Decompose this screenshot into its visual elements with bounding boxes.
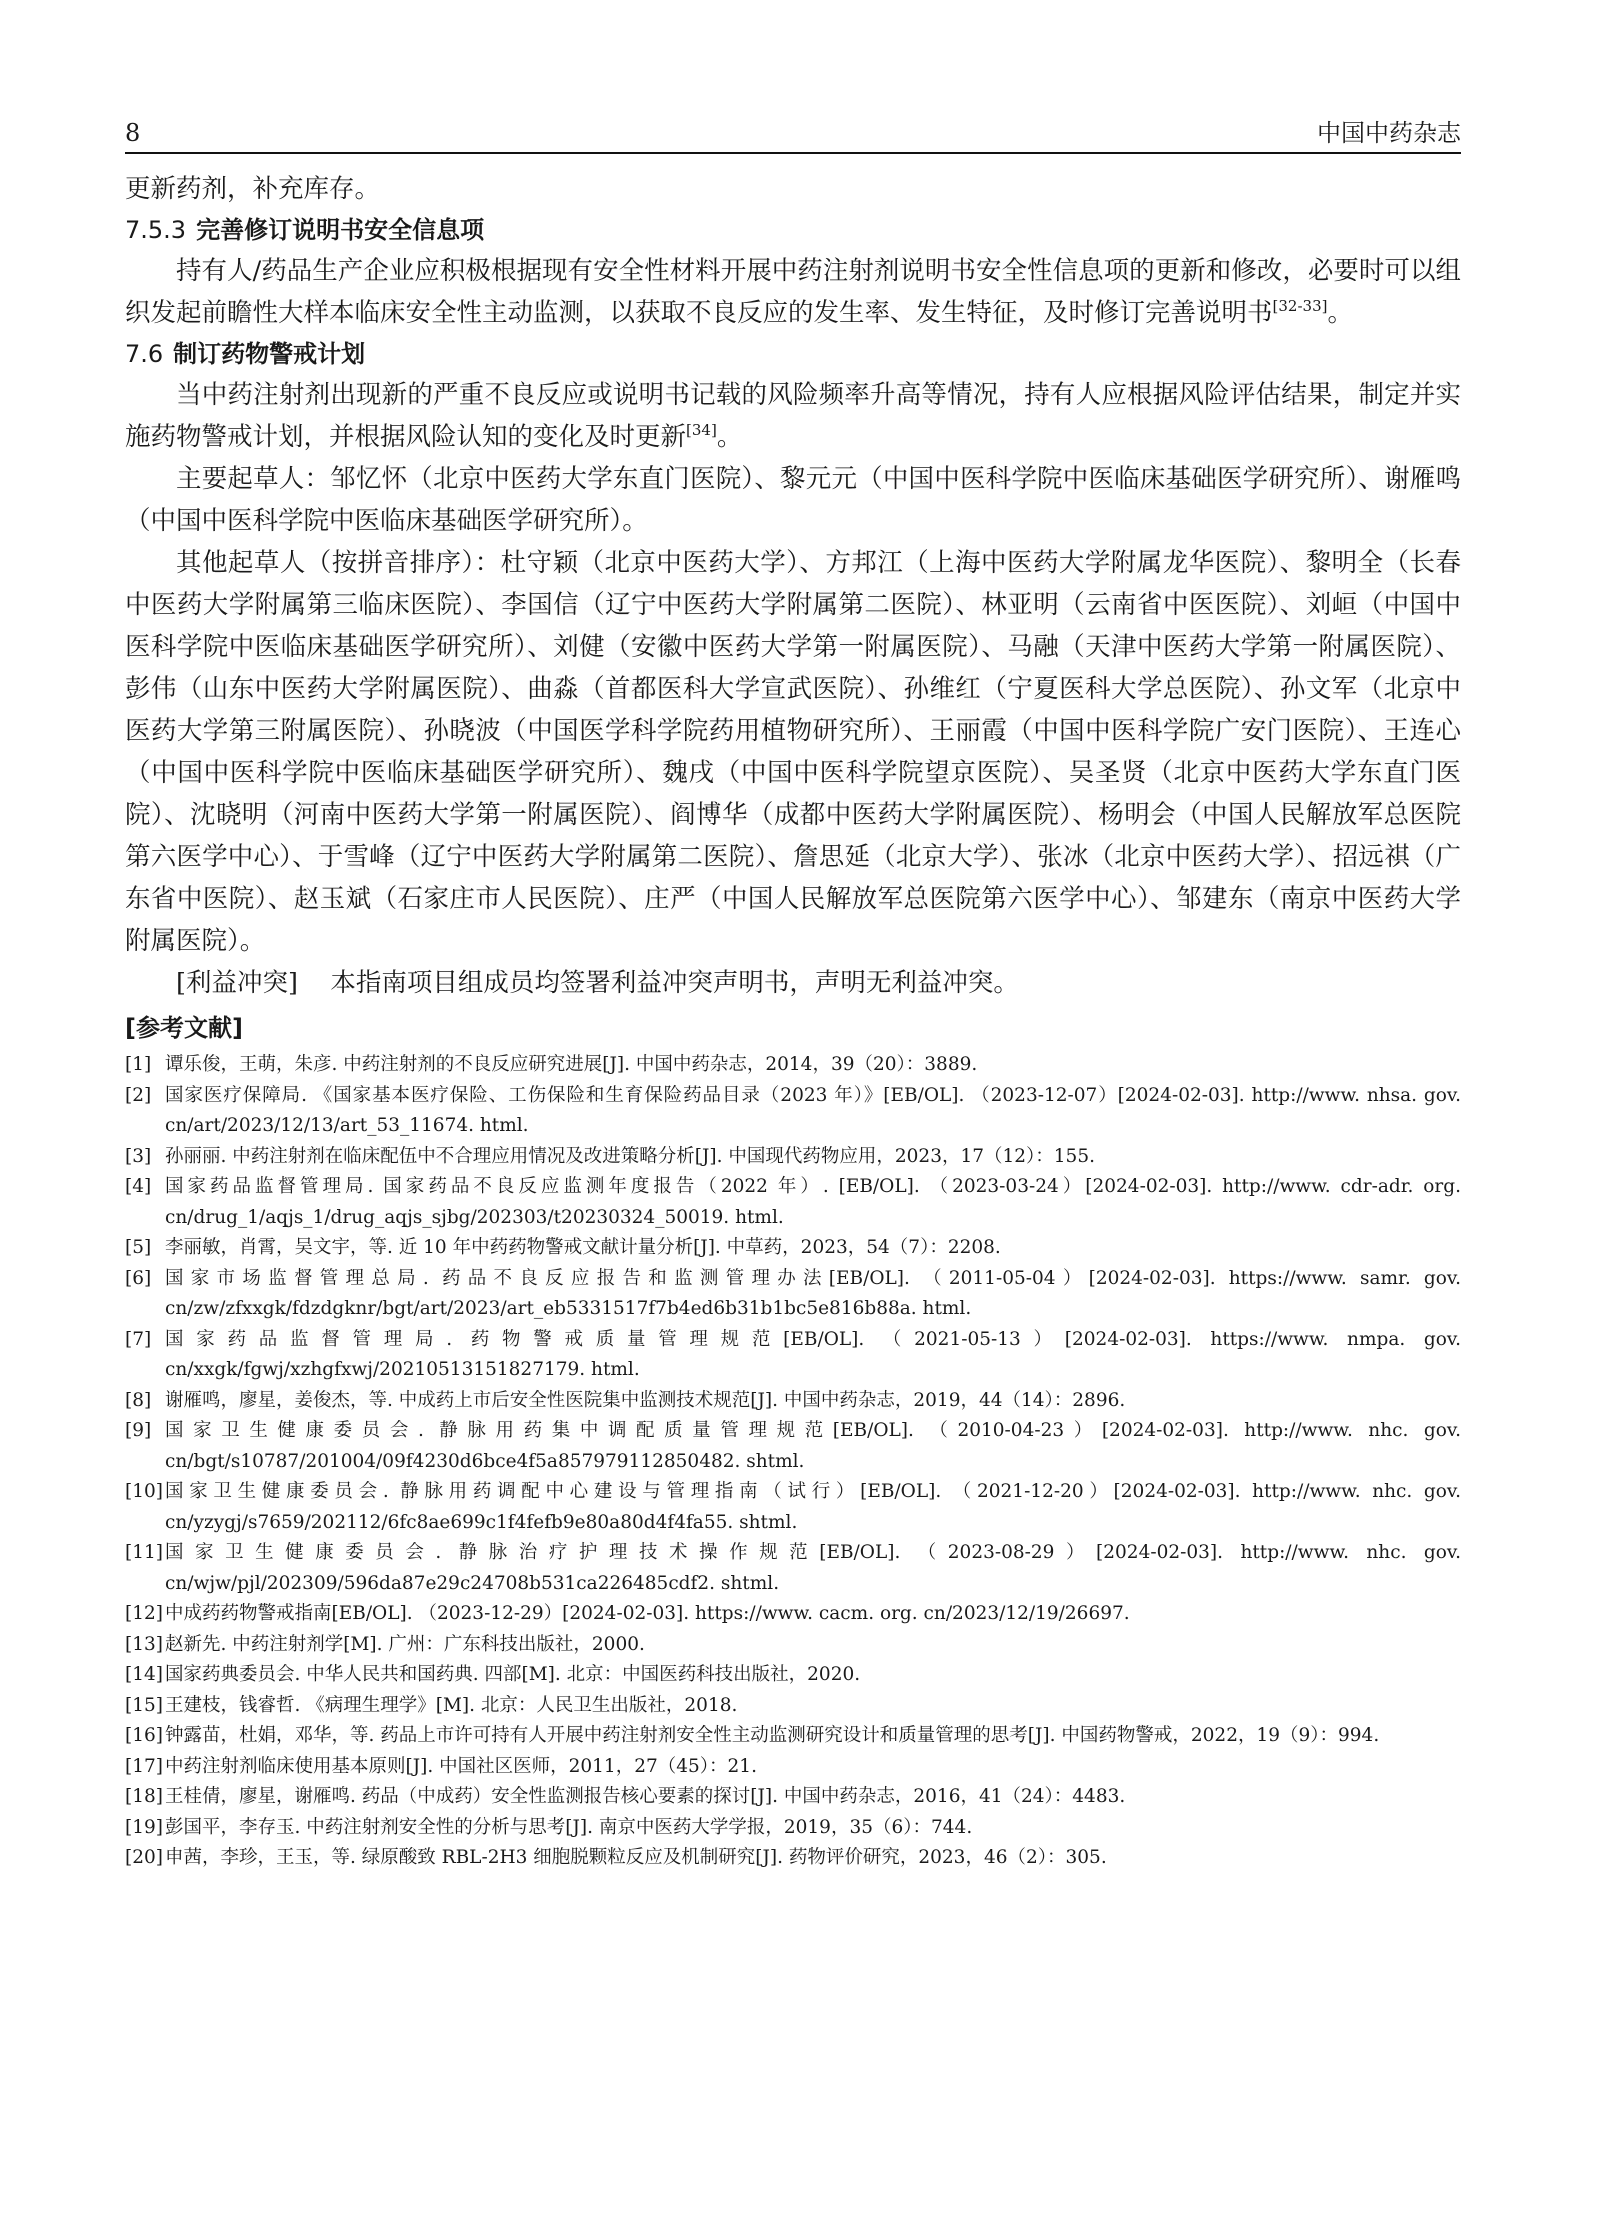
reference-item: [125, 1264, 1461, 1325]
reference-text: 国家市场监督管理总局. 药品不良反应报告和监测管理办法[EB/OL]. （2011-05-04）[2024-02-03]. https://www. samr. gov. cn/zw/zfxxgk/fdzdgknr/bgt/art/2023/art_eb5331517f7b4ed6b31b1bc5e816b88a. html.: [165, 1267, 1461, 1319]
reference-number: [13]: [125, 1633, 163, 1655]
reference-item: [125, 1538, 1461, 1599]
references-heading: [参考文献]: [125, 1014, 243, 1042]
running-header: [125, 108, 1461, 154]
reference-number: [9]: [125, 1420, 152, 1441]
reference-item: [125, 1843, 1461, 1874]
section-7-6-heading: [125, 334, 1461, 374]
reference-text: 国家药典委员会. 中华人民共和国药典. 四部[M]. 北京：中国医药科技出版社，2020.: [165, 1664, 861, 1685]
reference-item: [125, 1325, 1461, 1386]
section-number: 7.6: [125, 340, 164, 368]
reference-number: [18]: [125, 1786, 163, 1807]
reference-number: [20]: [125, 1847, 163, 1868]
reference-text: 谭乐俊，王萌，朱彦. 中药注射剂的不良反应研究进展[J]. 中国中药杂志，2014，39（20）：3889.: [165, 1054, 978, 1075]
journal-title: 中国中药杂志: [1317, 119, 1461, 147]
section-7-5-3-heading: [125, 210, 1461, 250]
reference-number: [14]: [125, 1664, 163, 1685]
reference-item: [125, 1691, 1461, 1722]
reference-item: [125, 1081, 1461, 1142]
paragraph-text: 当中药注射剂出现新的严重不良反应或说明书记载的风险频率升高等情况，持有人应根据风险评估结果，制定并实施药物警戒计划，并根据风险认知的变化及时更新: [125, 380, 1461, 452]
conflict-label: [利益冲突]: [176, 968, 298, 998]
reference-text: 王建枝，钱睿哲. 《病理生理学》[M]. 北京：人民卫生出版社，2018.: [165, 1694, 738, 1716]
page-number: 8: [125, 119, 141, 147]
reference-number: [19]: [125, 1816, 163, 1838]
reference-text: 孙丽丽. 中药注射剂在临床配伍中不合理应用情况及改进策略分析[J]. 中国现代药物应用，2023，17（12）：155.: [165, 1145, 1095, 1167]
reference-text: 国家卫生健康委员会. 静脉用药调配中心建设与管理指南（试行）[EB/OL]. （2021-12-20）[2024-02-03]. http://www. nhc. gov. cn/yzygj/s7659/202112/6fc8ae699c1f4fefb9e80a80d4f4fa55. shtml.: [165, 1481, 1461, 1533]
section-title: 完善修订说明书安全信息项: [196, 216, 485, 244]
reference-text: 王桂倩，廖星，谢雁鸣. 药品（中成药）安全性监测报告核心要素的探讨[J]. 中国中药杂志，2016，41（24）：4483.: [165, 1786, 1126, 1807]
continuation-paragraph: 更新药剂，补充库存。: [125, 174, 381, 204]
citation[interactable]: [32-33]: [1272, 297, 1328, 315]
reference-text: 国家医疗保障局. 《国家基本医疗保险、工伤保险和生育保险药品目录（2023 年）》[EB/OL]. （2023-12-07）[2024-02-03]. http://www. nhsa. gov. cn/art/2023/12/13/art_53_11674. html.: [165, 1084, 1461, 1136]
reference-item: [125, 1752, 1461, 1783]
reference-text: 国家药品监督管理局. 国家药品不良反应监测年度报告（2022 年）. [EB/OL]. （2023-03-24）[2024-02-03]. http://www. cdr-adr. org. cn/drug_1/aqjs_1/drug_aqjs_sjbg/202303/t20230324_50019. html.: [165, 1176, 1461, 1228]
reference-number: [3]: [125, 1145, 152, 1167]
section-7-5-3-paragraph: [125, 250, 1461, 334]
conflict-text: 本指南项目组成员均签署利益冲突声明书，声明无利益冲突。: [330, 968, 1019, 998]
reference-item: [125, 1386, 1461, 1417]
reference-text: 国家卫生健康委员会. 静脉治疗护理技术操作规范[EB/OL]. （2023-08-29）[2024-02-03]. http://www. nhc. gov. cn/wjw/pjl/202309/596da87e29c24708b531ca226485cdf2. shtml.: [165, 1542, 1461, 1594]
reference-item: [125, 1050, 1461, 1081]
section-title: 制订药物警戒计划: [173, 340, 366, 368]
reference-list: [125, 1050, 1461, 1874]
reference-text: 谢雁鸣，廖星，姜俊杰，等. 中成药上市后安全性医院集中监测技术规范[J]. 中国中药杂志，2019，44（14）：2896.: [165, 1389, 1126, 1411]
body-text: [125, 168, 1461, 1004]
reference-item: [125, 1630, 1461, 1661]
reference-number: [16]: [125, 1725, 163, 1746]
reference-number: [12]: [125, 1603, 163, 1624]
reference-text: 钟露苗，杜娟，邓华，等. 药品上市许可持有人开展中药注射剂安全性主动监测研究设计和质量管理的思考[J]. 中国药物警戒，2022，19（9）：994.: [165, 1725, 1380, 1746]
reference-text: 赵新先. 中药注射剂学[M]. 广州：广东科技出版社，2000.: [165, 1633, 645, 1655]
reference-number: [11]: [125, 1542, 163, 1563]
reference-text: 李丽敏，肖霄，吴文宇，等. 近 10 年中药药物警戒文献计量分析[J]. 中草药，2023，54（7）：2208.: [165, 1237, 1001, 1258]
reference-number: [7]: [125, 1328, 152, 1350]
reference-number: [5]: [125, 1237, 152, 1258]
citation[interactable]: [34]: [686, 421, 717, 439]
paragraph-end: 。: [1327, 298, 1353, 328]
reference-number: [4]: [125, 1176, 152, 1197]
reference-text: 中成药药物警戒指南[EB/OL]. （2023-12-29）[2024-02-03]. https://www. cacm. org. cn/2023/12/19/26697.: [165, 1603, 1130, 1624]
paragraph-end: 。: [716, 422, 743, 452]
reference-item: [125, 1813, 1461, 1844]
reference-item: [125, 1477, 1461, 1538]
reference-item: [125, 1233, 1461, 1264]
reference-number: [15]: [125, 1694, 163, 1716]
reference-item: [125, 1782, 1461, 1813]
reference-number: [6]: [125, 1267, 152, 1289]
section-7-6-paragraph: [125, 374, 1461, 458]
reference-item: [125, 1599, 1461, 1630]
reference-item: [125, 1416, 1461, 1477]
reference-item: [125, 1660, 1461, 1691]
page: [125, 108, 1461, 1874]
section-number: 7.5.3: [125, 216, 187, 244]
reference-number: [17]: [125, 1755, 163, 1777]
reference-text: 彭国平，李存玉. 中药注射剂安全性的分析与思考[J]. 南京中医药大学学报，2019，35（6）：744.: [165, 1816, 973, 1838]
reference-number: [10]: [125, 1481, 163, 1502]
reference-item: [125, 1172, 1461, 1233]
paragraph-text: 持有人/药品生产企业应积极根据现有安全性材料开展中药注射剂说明书安全性信息项的更新和修改，必要时可以组织发起前瞻性大样本临床安全性主动监测，以获取不良反应的发生率、发生特征，及时修订完善说明书: [125, 256, 1461, 328]
reference-text: 申茜，李珍，王玉，等. 绿原酸致 RBL-2H3 细胞脱颗粒反应及机制研究[J]. 药物评价研究，2023，46（2）：305.: [165, 1847, 1107, 1868]
reference-number: [2]: [125, 1084, 152, 1106]
reference-item: [125, 1721, 1461, 1752]
reference-item: [125, 1142, 1461, 1173]
other-drafters-paragraph: 其他起草人（按拼音排序）：杜守颖（北京中医药大学）、方邦江（上海中医药大学附属龙华医院）、黎明全（长春中医药大学附属第三临床医院）、李国信（辽宁中医药大学附属第二医院）、林亚明（云南省中医医院）、刘峘（中国中医科学院中医临床基础医学研究所）、刘健（安徽中医药大学第一附属医院）、马融（天津中医药大学第一附属医院）、彭伟（山东中医药大学附属医院）、曲淼（首都医科大学宣武医院）、孙维红（宁夏医科大学总医院）、孙文军（北京中医药大学第三附属医院）、孙晓波（中国医学科学院药用植物研究所）、王丽霞（中国中医科学院广安门医院）、王连心（中国中医科学院中医临床基础医学研究所）、魏戌（中国中医科学院望京医院）、吴圣贤（北京中医药大学东直门医院）、沈晓明（河南中医药大学第一附属医院）、阎博华（成都中医药大学附属医院）、杨明会（中国人民解放军总医院第六医学中心）、于雪峰（辽宁中医药大学附属第二医院）、詹思延（北京大学）、张冰（北京中医药大学）、招远祺（广东省中医院）、赵玉斌（石家庄市人民医院）、庄严（中国人民解放军总医院第六医学中心）、邹建东（南京中医药大学附属医院）。: [125, 548, 1461, 956]
main-drafters-paragraph: 主要起草人：邹忆怀（北京中医药大学东直门医院）、黎元元（中国中医科学院中医临床基础医学研究所）、谢雁鸣（中国中医科学院中医临床基础医学研究所）。: [125, 464, 1461, 536]
reference-text: 国家卫生健康委员会. 静脉用药集中调配质量管理规范[EB/OL]. （2010-04-23）[2024-02-03]. http://www. nhc. gov. cn/bgt/s10787/201004/09f4230d6bce4f5a857979112850482. shtml.: [165, 1420, 1461, 1472]
reference-number: [1]: [125, 1054, 152, 1075]
reference-text: 中药注射剂临床使用基本原则[J]. 中国社区医师，2011，27（45）：21.: [165, 1755, 757, 1777]
reference-text: 国家药品监督管理局. 药物警戒质量管理规范[EB/OL]. （2021-05-13）[2024-02-03]. https://www. nmpa. gov. cn/xxgk/fgwj/xzhgfxwj/20210513151827179. html.: [165, 1328, 1461, 1380]
reference-number: [8]: [125, 1389, 152, 1411]
conflict-of-interest-paragraph: [125, 962, 1461, 1004]
